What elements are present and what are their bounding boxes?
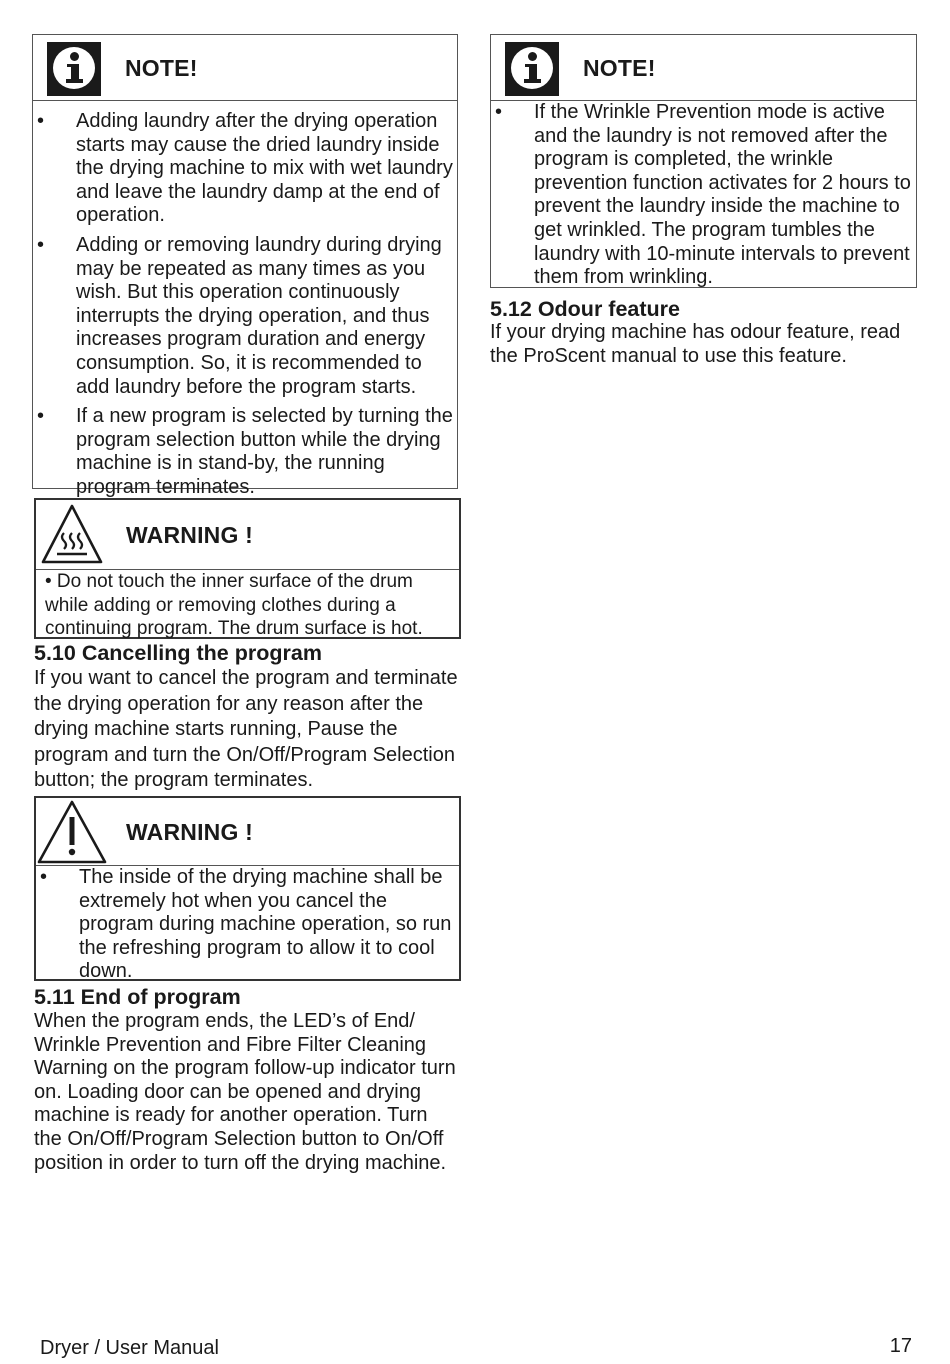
- info-icon: [505, 42, 559, 96]
- section-text-5-10: If you want to cancel the program and terminate the drying operation for any reason after the drying machine starts running, Pause the program and turn the On/Off/Program Selection button; the program terminates.: [34, 667, 458, 791]
- section-heading-5-10: 5.10 Cancelling the program: [34, 641, 322, 665]
- warning-list: [36, 866, 459, 984]
- note-list: [491, 101, 916, 290]
- section-text-5-12: If your drying machine has odour feature, read the ProScent manual to use this feature.: [490, 321, 901, 367]
- list-item: • If a new program is selected by turning the program selection button while the drying machine is in stand-by, the running program terminates.: [33, 405, 453, 499]
- warning-box-hot-surface: [34, 498, 461, 639]
- warning-title: WARNING !: [126, 522, 254, 548]
- exclamation-warning-icon: [36, 799, 108, 865]
- section-heading-5-12: 5.12 Odour feature: [490, 297, 680, 321]
- note-list: [33, 101, 457, 500]
- list-item: • The inside of the drying machine shall be extremely hot when you cancel the program during machine operation, so run the refreshing program to allow it to cool down.: [36, 866, 455, 984]
- list-item: • If the Wrinkle Prevention mode is active and the laundry is not removed after the program is completed, the wrinkle prevention function activates for 2 hours to prevent the laundry inside the machine to get wrinkled. The program tumbles the laundry with 10-minute intervals to prevent them from wrinkling.: [491, 101, 912, 290]
- warning-box-cancel: [34, 796, 461, 981]
- warning-header: [36, 500, 459, 570]
- note-box-right: [490, 34, 917, 288]
- note-title: NOTE!: [125, 55, 198, 81]
- list-item: • Adding or removing laundry during drying may be repeated as many times as you wish. But this operation continuously interrupts the drying operation, and thus increases program duration and energy consumption. So, it is recommended to add laundry before the program starts.: [33, 234, 453, 399]
- page-number: 17: [889, 1335, 912, 1357]
- note-header: [33, 35, 457, 101]
- note-header: [491, 35, 916, 101]
- section-heading-5-11: 5.11 End of program: [34, 985, 241, 1009]
- note-box-left: [32, 34, 458, 498]
- list-item: • Adding laundry after the drying operation starts may cause the dried laundry inside the drying machine to mix with wet laundry and leave the laundry damp at the end of operation.: [33, 110, 453, 228]
- warning-header: [36, 798, 459, 866]
- info-icon: [47, 42, 101, 96]
- note-title: NOTE!: [583, 55, 656, 81]
- warning-text: • Do not touch the inner surface of the drum while adding or removing clothes during a continuing program. The drum surface is hot.: [45, 571, 423, 640]
- section-text-5-11: When the program ends, the LED’s of End/ Wrinkle Prevention and Fibre Filter Cleaning Warning on the program follow-up indicator turn on. Loading door can be opened and drying machine is ready for another operation. Turn the On/Off/Program Selection button to On/Off position in order to turn off the drying machine.: [34, 1010, 456, 1174]
- warning-title: WARNING !: [126, 819, 254, 845]
- footer-title: Dryer / User Manual: [40, 1337, 219, 1359]
- hot-surface-warning-icon: [40, 503, 104, 565]
